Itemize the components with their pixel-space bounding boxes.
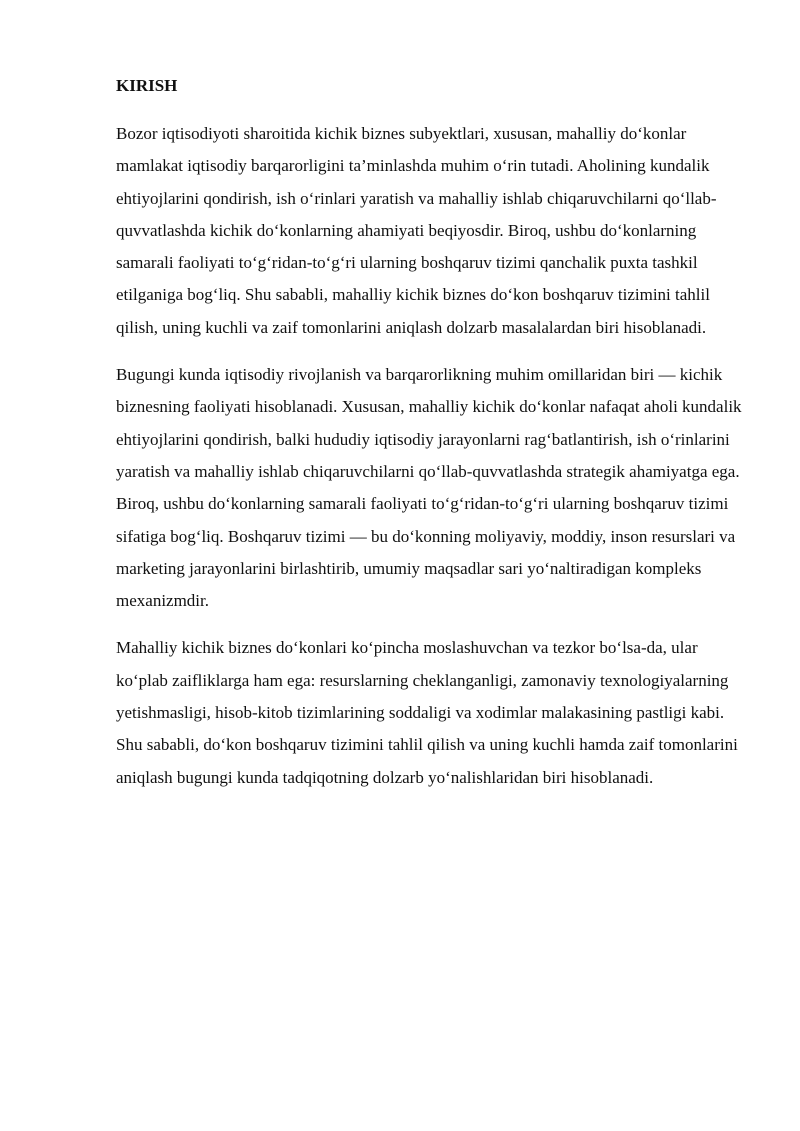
section-heading: KIRISH bbox=[116, 76, 178, 95]
paragraph-2: Bugungi kunda iqtisodiy rivojlanish va barqarorlikning muhim omillaridan biri — kichik biznesning faoliyati hisoblanadi. Xususan, mahalliy kichik do‘konlar nafaqat aholi kundalik ehtiyojlarini qondirish, balki hududiy iqtisodiy jarayonlarni rag‘batlantirish, ish o‘rinlarini yaratish va mahalliy ishlab chiqaruvchilarni qo‘llab-quvvatlashda strategik ahamiyatga ega. Biroq, ushbu do‘konlarning samarali faoliyati to‘g‘ridan-to‘g‘ri ularning boshqaruv tizimi sifatiga bog‘liq. Boshqaruv tizimi — bu do‘konning moliyaviy, moddiy, inson resurslari va marketing jarayonlarini birlashtirib, umumiy maqsadlar sari yo‘naltiradigan kompleks mexanizmdir. bbox=[116, 365, 742, 611]
document-body bbox=[116, 73, 744, 809]
paragraph-1: Bozor iqtisodiyoti sharoitida kichik biznes subyektlari, xususan, mahalliy do‘konlar mamlakat iqtisodiy barqarorligini ta’minlashda muhim o‘rin tutadi. Aholining kundalik ehtiyojlarini qondirish, ish o‘rinlari yaratish va mahalliy ishlab chiqaruvchilarni qo‘llab-quvvatlashda kichik do‘konlarning ahamiyati beqiyosdir. Biroq, ushbu do‘konlarning samarali faoliyati to‘g‘ridan-to‘g‘ri ularning boshqaruv tizimi qanchalik puxta tashkil etilganiga bog‘liq. Shu sababli, mahalliy kichik biznes do‘kon boshqaruv tizimini tahlil qilish, uning kuchli va zaif tomonlarini aniqlash dolzarb masalalardan biri hisoblanadi. bbox=[116, 124, 717, 337]
paragraph-3: Mahalliy kichik biznes do‘konlari ko‘pincha moslashuvchan va tezkor bo‘lsa-da, ular ko‘plab zaifliklarga ham ega: resurslarning cheklanganligi, zamonaviy texnologiyalarning yetishmasligi, hisob-kitob tizimlarining soddaligi va xodimlar malakasining pastligi kabi. Shu sababli, do‘kon boshqaruv tizimini tahlil qilish va uning kuchli hamda zaif tomonlarini aniqlash bugungi kunda tadqiqotning dolzarb yo‘nalishlaridan biri hisoblanadi. bbox=[116, 638, 738, 787]
